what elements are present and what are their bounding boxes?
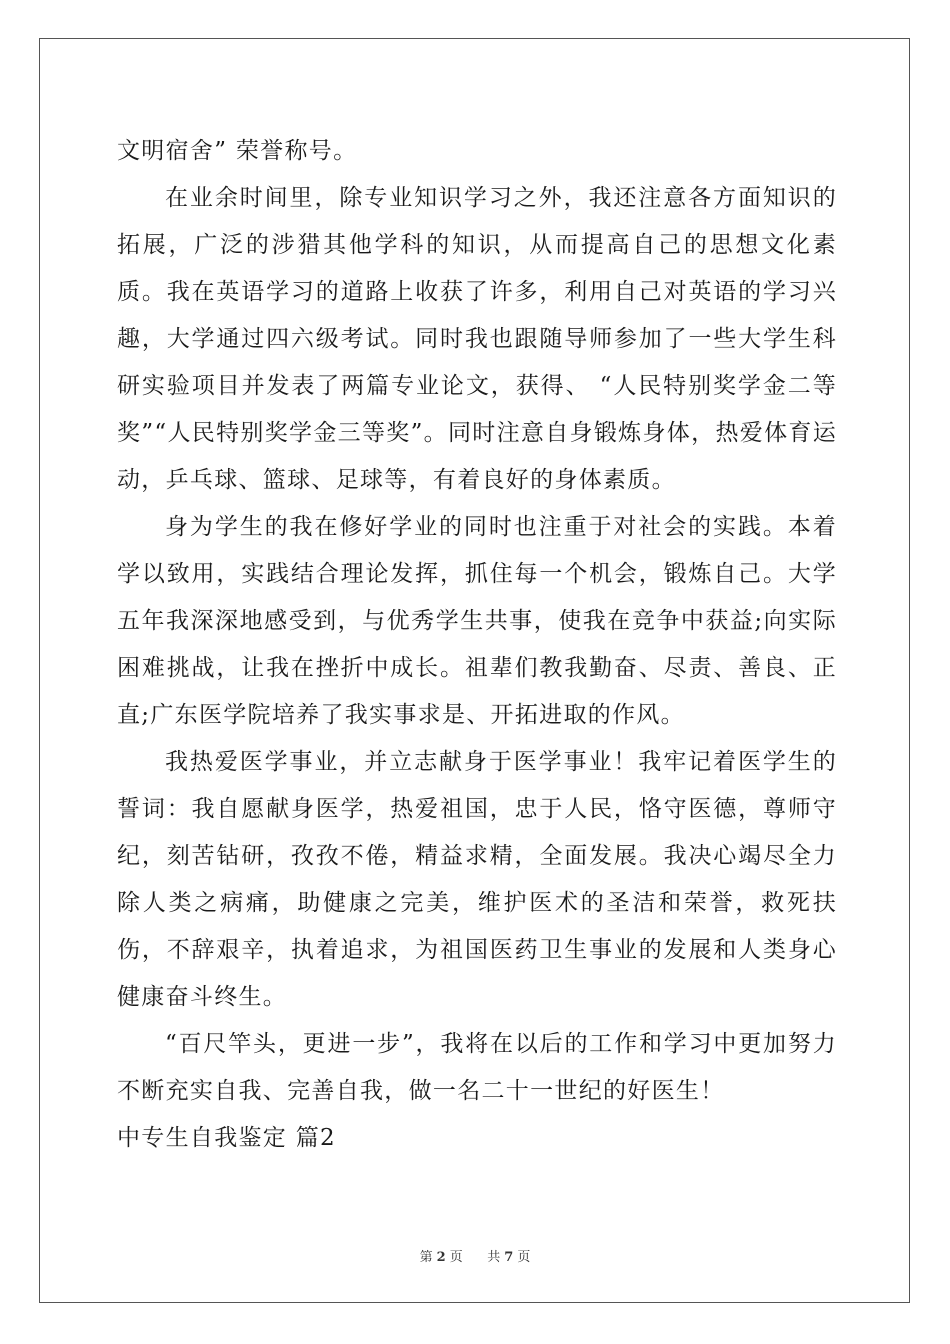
paragraph-oath: 我热爱医学事业，并立志献身于医学事业！我牢记着医学生的誓词：我自愿献身医学，热爱祖国，忠于人民，恪守医德，尊师守纪，刻苦钻研，孜孜不倦，精益求精，全面发展。我决心竭尽全力除人类之病痛，助健康之完美，维护医术的圣洁和荣誉，救死扶伤，不辞艰辛，执着追求，为祖国医药卫生事业的发展和人类身心健康奋斗终生。 xyxy=(117,749,837,1010)
paragraph-conclusion: “百尺竿头，更进一步”，我将在以后的工作和学习中更加努力不断充实自我、完善自我，做一名二十一世纪的好医生！ xyxy=(117,1031,837,1104)
page-footer xyxy=(0,1246,950,1265)
page-total: 共 7 页 xyxy=(487,1250,531,1265)
paragraph-practice: 身为学生的我在修好学业的同时也注重于对社会的实践。本着学以致用，实践结合理论发挥，抓住每一个机会，锻炼自己。大学五年我深深地感受到，与优秀学生共事，使我在竞争中获益;向实际困难挑战，让我在挫折中成长。祖辈们教我勤奋、尽责、善良、正直;广东医学院培养了我实事求是、开拓进取的作风。 xyxy=(117,514,837,728)
document-body xyxy=(117,128,837,1162)
paragraph-continued: 文明宿舍” 荣誉称号。 xyxy=(117,138,358,164)
section-heading: 中专生自我鉴定 篇2 xyxy=(117,1125,336,1151)
page-number: 第 2 页 xyxy=(419,1250,463,1265)
paragraph-knowledge: 在业余时间里，除专业知识学习之外，我还注意各方面知识的拓展，广泛的涉猎其他学科的知识，从而提高自己的思想文化素质。我在英语学习的道路上收获了许多，利用自己对英语的学习兴趣，大学通过四六级考试。同时我也跟随导师参加了一些大学生科研实验项目并发表了两篇专业论文，获得、 “人民特别奖学金二等奖”“人民特别奖学金三等奖”。同时注意自身锻炼身体，热爱体育运动，乒乓球、篮球、足球等，有着良好的身体素质。 xyxy=(117,185,837,493)
